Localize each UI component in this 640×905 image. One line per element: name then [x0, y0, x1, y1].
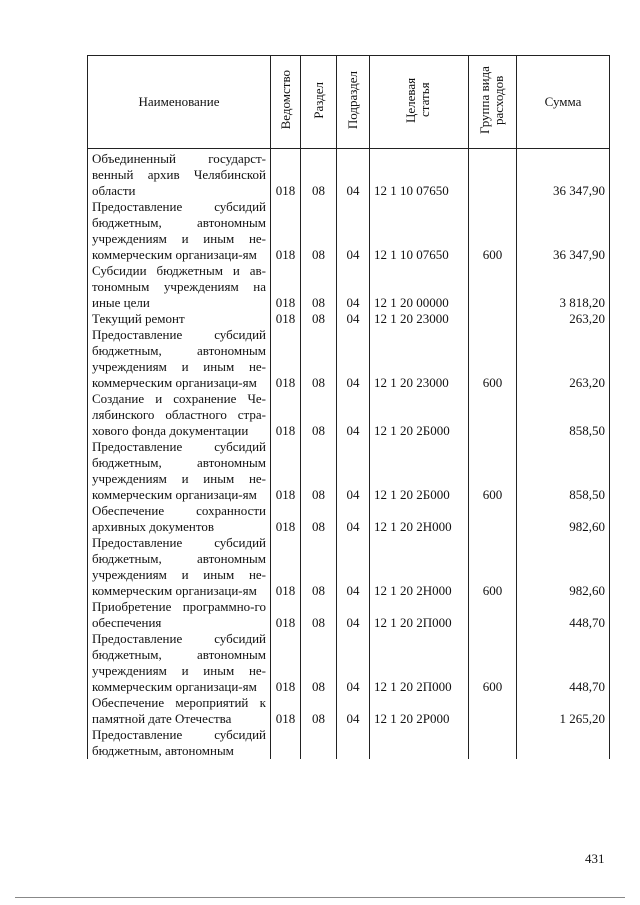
cell-section: 08: [301, 263, 337, 311]
header-sum: Сумма: [517, 56, 610, 149]
cell-subsection: 04: [337, 327, 370, 391]
table-row: [88, 149, 610, 200]
cell-name: [88, 695, 271, 727]
cell-sum: 263,20: [517, 327, 610, 391]
cell-name-text: Текущий ремонт: [92, 311, 185, 326]
cell-subsection: 04: [337, 503, 370, 535]
cell-subsection: 04: [337, 599, 370, 631]
cell-expense-group: [469, 599, 517, 631]
cell-department: [271, 727, 301, 759]
cell-target: 12 1 10 07650: [370, 199, 469, 263]
cell-name: [88, 391, 271, 439]
cell-target: 12 1 20 2П000: [370, 599, 469, 631]
cell-name-text: Предоставление субсидий бюджетным, автономным учреждениям и иным не-коммерческим организаци-ям: [92, 631, 266, 694]
cell-department: 018: [271, 149, 301, 200]
cell-target: 12 1 20 00000: [370, 263, 469, 311]
table-row: [88, 327, 610, 391]
cell-target: 12 1 20 2Б000: [370, 391, 469, 439]
cell-expense-group: [469, 391, 517, 439]
cell-subsection: 04: [337, 149, 370, 200]
header-department: Ведомство: [271, 56, 301, 149]
cell-expense-group: [469, 503, 517, 535]
cell-subsection: 04: [337, 311, 370, 327]
cell-name-text: Приобретение программно-го обеспечения: [92, 599, 266, 630]
cell-department: 018: [271, 503, 301, 535]
cell-sum: 36 347,90: [517, 149, 610, 200]
cell-name-text: Предоставление субсидий бюджетным, автономным: [92, 727, 266, 758]
cell-section: 08: [301, 695, 337, 727]
cell-expense-group: 600: [469, 439, 517, 503]
table-row: [88, 263, 610, 311]
cell-name-text: Создание и сохранение Че-лябинского областного стра-хового фонда документации: [92, 391, 266, 438]
cell-target: 12 1 10 07650: [370, 149, 469, 200]
cell-department: 018: [271, 439, 301, 503]
cell-department: 018: [271, 695, 301, 727]
cell-name: [88, 199, 271, 263]
cell-section: 08: [301, 439, 337, 503]
table-row: [88, 695, 610, 727]
cell-subsection: 04: [337, 439, 370, 503]
cell-target: 12 1 20 23000: [370, 327, 469, 391]
table-row: [88, 311, 610, 327]
cell-target: 12 1 20 2П000: [370, 631, 469, 695]
cell-section: 08: [301, 149, 337, 200]
cell-section: 08: [301, 631, 337, 695]
cell-name: [88, 727, 271, 759]
cell-department: 018: [271, 391, 301, 439]
cell-section: 08: [301, 311, 337, 327]
cell-sum: 982,60: [517, 503, 610, 535]
cell-name: [88, 149, 271, 200]
cell-sum: 448,70: [517, 631, 610, 695]
cell-expense-group: 600: [469, 327, 517, 391]
header-target: Целевая статья: [370, 56, 469, 149]
header-expense-group: Группа вида расходов: [469, 56, 517, 149]
cell-department: 018: [271, 631, 301, 695]
cell-sum: [517, 727, 610, 759]
cell-name-text: Обеспечение мероприятий к памятной дате Отечества: [92, 695, 266, 726]
cell-name-text: Объединенный государст-венный архив Челябинской области: [92, 151, 266, 198]
cell-name-text: Предоставление субсидий бюджетным, автономным учреждениям и иным не-коммерческим организаци-ям: [92, 535, 266, 598]
bottom-rule: [15, 897, 625, 898]
cell-department: 018: [271, 311, 301, 327]
table-row: [88, 727, 610, 759]
cell-name-text: Предоставление субсидий бюджетным, автономным учреждениям и иным не-коммерческим организаци-ям: [92, 439, 266, 502]
cell-name-text: Предоставление субсидий бюджетным, автономным учреждениям и иным не-коммерческим организаци-ям: [92, 327, 266, 390]
cell-department: 018: [271, 327, 301, 391]
cell-subsection: 04: [337, 263, 370, 311]
cell-sum: 3 818,20: [517, 263, 610, 311]
page-number: 431: [585, 851, 605, 866]
cell-expense-group: 600: [469, 199, 517, 263]
cell-expense-group: [469, 727, 517, 759]
cell-sum: 36 347,90: [517, 199, 610, 263]
cell-sum: 1 265,20: [517, 695, 610, 727]
table-row: [88, 391, 610, 439]
cell-target: 12 1 20 23000: [370, 311, 469, 327]
cell-subsection: 04: [337, 631, 370, 695]
cell-target: [370, 727, 469, 759]
cell-name: [88, 263, 271, 311]
cell-section: 08: [301, 327, 337, 391]
cell-subsection: 04: [337, 199, 370, 263]
cell-name-text: Предоставление субсидий бюджетным, автономным учреждениям и иным не-коммерческим организаци-ям: [92, 199, 266, 262]
table-row: [88, 631, 610, 695]
cell-name: [88, 503, 271, 535]
cell-target: 12 1 20 2Р000: [370, 695, 469, 727]
cell-section: [301, 727, 337, 759]
table-row: [88, 199, 610, 263]
cell-target: 12 1 20 2Б000: [370, 439, 469, 503]
cell-section: 08: [301, 599, 337, 631]
table-row: [88, 439, 610, 503]
cell-expense-group: [469, 695, 517, 727]
cell-name: [88, 439, 271, 503]
cell-subsection: 04: [337, 695, 370, 727]
cell-subsection: 04: [337, 535, 370, 599]
budget-table: [87, 55, 610, 759]
table-header-row: [88, 56, 610, 149]
cell-section: 08: [301, 391, 337, 439]
table-row: [88, 599, 610, 631]
cell-sum: 858,50: [517, 439, 610, 503]
cell-subsection: [337, 727, 370, 759]
cell-name-text: Субсидии бюджетным и ав-тономным учреждениям на иные цели: [92, 263, 266, 310]
cell-expense-group: [469, 311, 517, 327]
cell-section: 08: [301, 199, 337, 263]
cell-department: 018: [271, 599, 301, 631]
cell-section: 08: [301, 503, 337, 535]
cell-target: 12 1 20 2Н000: [370, 535, 469, 599]
cell-name: [88, 535, 271, 599]
cell-expense-group: [469, 149, 517, 200]
cell-target: 12 1 20 2Н000: [370, 503, 469, 535]
cell-expense-group: 600: [469, 631, 517, 695]
cell-name: [88, 327, 271, 391]
cell-sum: 448,70: [517, 599, 610, 631]
table-body: [88, 149, 610, 760]
cell-name-text: Обеспечение сохранности архивных документов: [92, 503, 266, 534]
cell-department: 018: [271, 263, 301, 311]
cell-subsection: 04: [337, 391, 370, 439]
header-subsection: Подраздел: [337, 56, 370, 149]
cell-sum: 263,20: [517, 311, 610, 327]
cell-expense-group: 600: [469, 535, 517, 599]
cell-expense-group: [469, 263, 517, 311]
table-row: [88, 535, 610, 599]
cell-sum: 982,60: [517, 535, 610, 599]
cell-section: 08: [301, 535, 337, 599]
cell-department: 018: [271, 535, 301, 599]
header-name: Наименование: [88, 56, 271, 149]
cell-sum: 858,50: [517, 391, 610, 439]
cell-name: [88, 631, 271, 695]
header-section: Раздел: [301, 56, 337, 149]
cell-name: [88, 599, 271, 631]
cell-department: 018: [271, 199, 301, 263]
table-row: [88, 503, 610, 535]
cell-name: [88, 311, 271, 327]
